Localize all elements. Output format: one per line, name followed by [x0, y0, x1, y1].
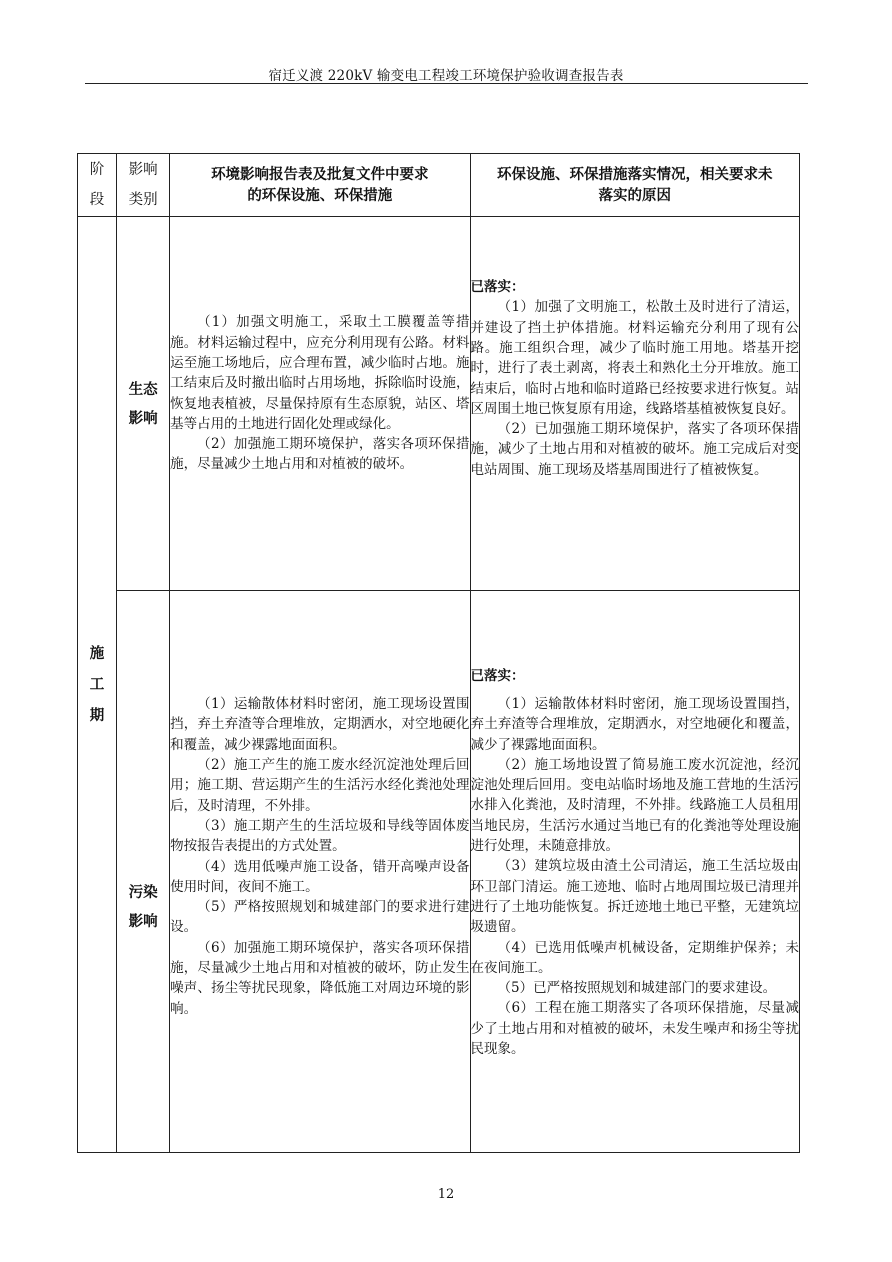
header-type-text: 影响 类别: [128, 162, 158, 208]
status-label-pollution: 已落实：: [470, 667, 525, 684]
implementation-text-pollution: 已落实： （1）运输散体材料时密闭，施工现场设置围挡，弃土弃渣等合理堆放，定期洒水，对空地硬化和覆盖，减少了裸露地面面积。 （2）施工场地设置了简易施工废水沉淀池，经沉淀池处理后回用。变电站临时场地及施工营地的生活污水排入化粪池，及时清理，不外排。线路施工人员租用当地民房，生活污水通过当地已有的化粪池等处理设施进行处理，未随意排放。 （3）建筑垃圾由渣土公司清运，施工生活垃圾由环卫部门清运。施工迹地、临时占地周围垃圾已清理并进行了土地功能恢复。拆迁迹地土地已平整，无建筑垃圾遗留。 （4）已选用低噪声机械设备，定期维护保养；未在夜间施工。 （5）已严格按照规划和城建部门的要求建设。 （6）工程在施工期落实了各项环保措施，尽量减少了土地占用和对植被的破坏，未发生噪声和扬尘等扰民现象。: [470, 667, 799, 1058]
table-header-row: [78, 154, 800, 217]
header-rule: [85, 83, 808, 84]
page-number: 12: [437, 1187, 455, 1202]
implementation-text-ecology: 已落实： （1）加强了文明施工，松散土及时进行了清运，并建设了挡土护体措施。材料运输充分利用了现有公路。施工组织合理，减少了临时施工用地。塔基开挖时，进行了表土剥离，将表土和熟化土分开堆放。施工结束后，临时占地和临时道路已经按要求进行恢复。站区周围土地已恢复原有用途，线路塔基植被恢复良好。 （2）已加强施工期环境保护，落实了各项环保措施，减少了土地占用和对植被的破坏。施工完成后对变电站周围、施工现场及塔基周围进行了植被恢复。: [470, 279, 799, 478]
header-requirement-text: 环境影响报告表及批复文件中要求 的环保设施、环保措施: [211, 166, 429, 204]
header-implementation: [470, 154, 799, 217]
table-row-pollution: [78, 591, 800, 1153]
status-label-ecology: 已落实：: [470, 279, 525, 296]
table-row-ecology: [78, 217, 800, 591]
requirement-cell-ecology: [170, 217, 470, 591]
implementation-cell-ecology: [470, 217, 799, 591]
requirement-text-pollution: （1）运输散体材料时密闭，施工现场设置围挡，弃土弃渣等合理堆放，定期洒水，对空地硬化和覆盖，减少裸露地面面积。 （2）施工产生的施工废水经沉淀池处理后回用；施工期、营运期产生的生活污水经化粪池处理后，及时清理，不外排。 （3）施工期产生的生活垃圾和导线等固体废物按报告表提出的方式处置。 （4）选用低噪声施工设备，错开高噪声设备使用时间，夜间不施工。 （5）严格按照规划和城建部门的要求进行建设。 （6）加强施工期环境保护，落实各项环保措施，尽量减少土地占用和对植被的破坏，防止发生噪声、扬尘等扰民现象，降低施工对周边环境的影响。: [170, 696, 470, 1017]
header-type: [117, 154, 170, 217]
stage-cell: [78, 217, 117, 1153]
type-label-pollution: 污染 影响: [128, 883, 158, 930]
header-implementation-text: 环保设施、环保措施落实情况，相关要求未 落实的原因: [497, 166, 773, 204]
header-stage: [78, 154, 117, 217]
requirement-cell-pollution: [170, 591, 470, 1153]
header-requirement: [170, 154, 470, 217]
requirement-text-ecology: （1）加强文明施工，采取土工膜覆盖等措施。材料运输过程中，应充分利用现有公路。材料运至施工场地后，应合理布置，减少临时占地。施工结束后及时撤出临时占用场地，拆除临时设施，恢复地表植被，尽量保持原有生态原貌，站区、塔基等占用的土地进行固化处理或绿化。 （2）加强施工期环境保护，落实各项环保措施，尽量减少土地占用和对植被的破坏。: [170, 314, 470, 473]
page-header-title: 宿迁义渡 220kV 输变电工程竣工环境保护验收调查报告表: [268, 68, 624, 84]
type-cell-pollution: [117, 591, 170, 1153]
implementation-cell-pollution: [470, 591, 799, 1153]
header-stage-text: 阶 段: [89, 162, 105, 208]
stage-label: 施 工 期: [89, 645, 105, 724]
type-cell-ecology: [117, 217, 170, 591]
type-label-ecology: 生态 影响: [128, 380, 158, 427]
measures-table: [77, 153, 800, 1153]
